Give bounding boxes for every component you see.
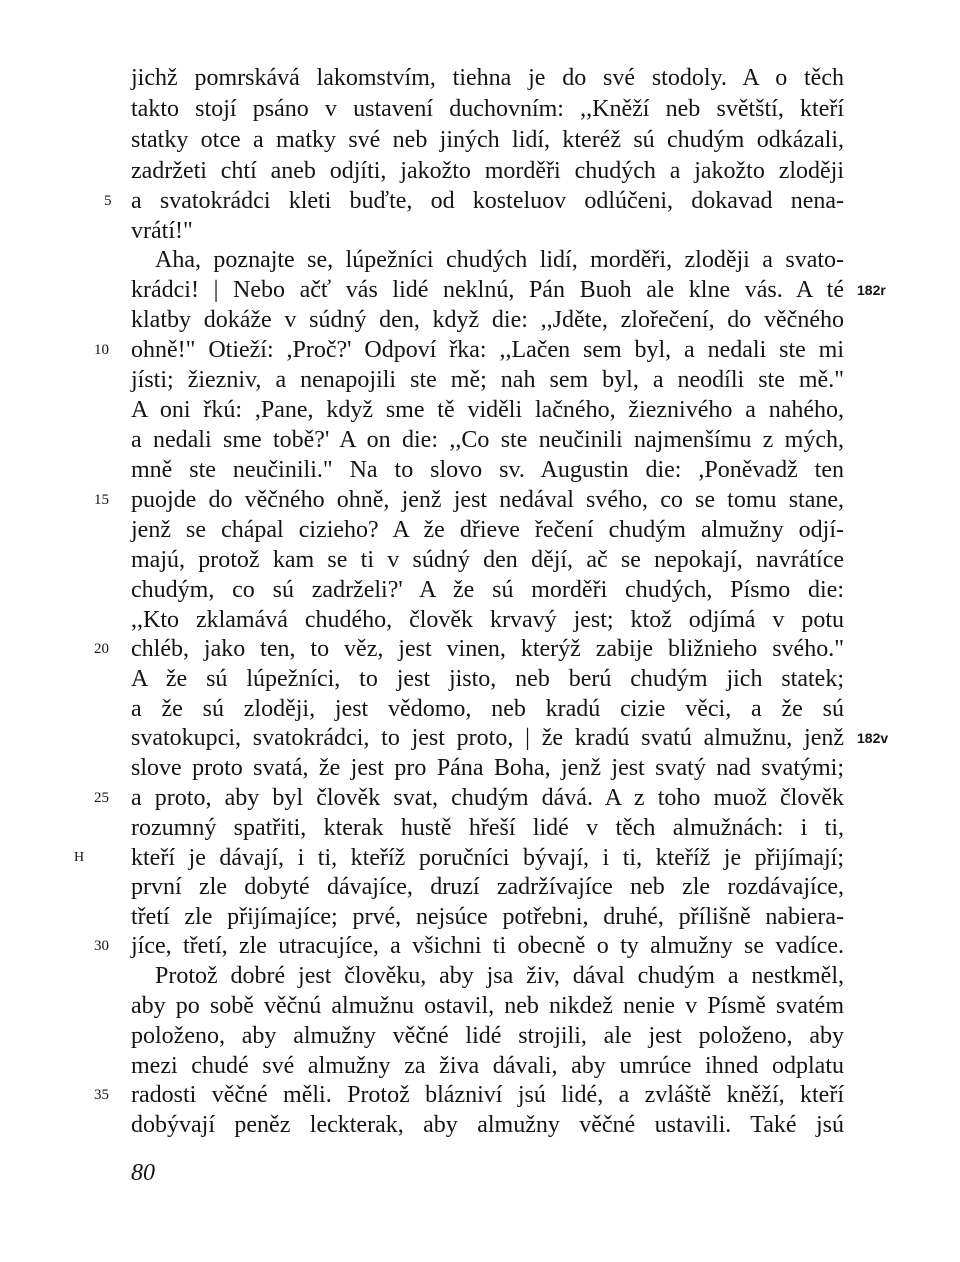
text-line: jísti; žiezniv, a nenapojili ste mě; nah sem byl, a neodíli ste mě."	[131, 367, 844, 393]
text-line: položeno, aby almužny věčné lidé strojili, ale jest položeno, aby	[131, 1023, 844, 1049]
text-line: svatokupci, svatokrádci, to jest proto, | že kradú svatú almužnu, jenž	[131, 725, 844, 751]
text-line: puojde do věčného ohně, jenž jest nedával svého, co se tomu stane,	[131, 487, 844, 513]
text-line: chudým, co sú zadrželi?' A že sú morděři chudých, Písmo die:	[131, 577, 844, 603]
folio-marker-verso: 182v	[857, 730, 889, 746]
text-line: ohně!" Otieží: ,Proč?' Odpoví řka: ,,Lačen sem byl, a nedali ste mi	[131, 337, 844, 363]
text-line: klatby dokáže v súdný den, když die: ,,Jděte, zlořečení, do věčného	[131, 307, 844, 333]
page-number: 80	[131, 1160, 155, 1186]
line-number: 25	[94, 790, 109, 806]
text-line: jenž se chápal cizieho? A že dřieve řečení chudým almužny odjí-	[131, 517, 844, 543]
line-number: 35	[94, 1087, 109, 1103]
text-line: Protož dobré jest člověku, aby jsa živ, dával chudým a nestkměl,	[155, 963, 844, 989]
text-line: krádci! | Nebo ačť vás lidé neklnú, Pán Buoh ale klne vás. A té	[131, 277, 844, 303]
line-number: 5	[104, 193, 112, 209]
text-line: A oni řkú: ,Pane, když sme tě viděli lačného, žieznivého a nahého,	[131, 397, 844, 423]
text-line: majú, protož kam se ti v súdný den dějí, ač se nepokají, navrátíce	[131, 547, 844, 573]
text-line: mezi chudé své almužny za živa dávali, aby umrúce ihned odplatu	[131, 1053, 844, 1079]
text-line: vrátí!"	[131, 218, 193, 244]
line-number: 15	[94, 492, 109, 508]
text-line: rozumný spatřiti, kterak hustě hřeší lidé v těch almužnách: i ti,	[131, 815, 844, 841]
text-line: jichž pomrskává lakomstvím, tiehna je do své stodoly. A o těch	[131, 65, 844, 91]
text-line: A že sú lúpežníci, to jest jisto, neb berú chudým jich statek;	[131, 666, 844, 692]
line-number: 20	[94, 641, 109, 657]
folio-marker-recto: 182r	[857, 282, 886, 298]
text-line: a svatokrádci kleti buďte, od kosteluov odlúčeni, dokavad nena-	[131, 188, 844, 214]
text-line: a že sú zloději, jest vědomo, neb kradú cizie věci, a že sú	[131, 696, 844, 722]
text-line: a proto, aby byl člověk svat, chudým dává. A z toho muož člověk	[131, 785, 844, 811]
text-line: zadržeti chtí aneb odjíti, jakožto morděři chudých a jakožto zloději	[131, 158, 844, 184]
siglum-marker: H	[74, 850, 85, 865]
text-line: třetí zle přijímajíce; prvé, nejsúce potřebni, druhé, přílišně nabiera-	[131, 904, 844, 930]
text-line: první zle dobyté dávajíce, druzí zadržívajíce neb zle rozdávajíce,	[131, 874, 844, 900]
text-line: takto stojí psáno v ustavení duchovním: ,,Kněží neb světští, kteří	[131, 96, 844, 122]
line-number: 30	[94, 938, 109, 954]
text-line: aby po sobě věčnú almužnu ostavil, neb nikdež nenie v Písmě svatém	[131, 993, 844, 1019]
text-line: radosti věčné měli. Protož blázniví jsú lidé, a zvláště kněží, kteří	[131, 1082, 844, 1108]
text-line: jíce, třetí, zle utracujíce, a všichni ti obecně o ty almužny se vadíce.	[131, 933, 844, 959]
text-line: a nedali sme tobě?' A on die: ,,Co ste neučinili najmenšímu z mých,	[131, 427, 844, 453]
text-line: statky otce a matky své neb jiných lidí, kteréž sú chudým odkázali,	[131, 127, 844, 153]
line-number: 10	[94, 342, 109, 358]
text-line: chléb, jako ten, to věz, jest vinen, kterýž zabije bližnieho svého."	[131, 636, 844, 662]
text-line: ,,Kto zklamává chudého, člověk krvavý jest; ktož odjímá v potu	[131, 607, 844, 633]
text-line: Aha, poznajte se, lúpežníci chudých lidí, morděři, zloději a svato-	[155, 247, 844, 273]
text-line: mně ste neučinili." Na to slovo sv. Augustin die: ,Poněvadž ten	[131, 457, 844, 483]
text-line: slove proto svatá, že jest pro Pána Boha, jenž jest svatý nad svatými;	[131, 755, 844, 781]
text-line: kteří je dávají, i ti, kteříž poručníci bývají, i ti, kteříž je přijímají;	[131, 845, 844, 871]
text-line: dobývají peněz leckterak, aby almužny věčné ustavili. Také jsú	[131, 1112, 844, 1138]
